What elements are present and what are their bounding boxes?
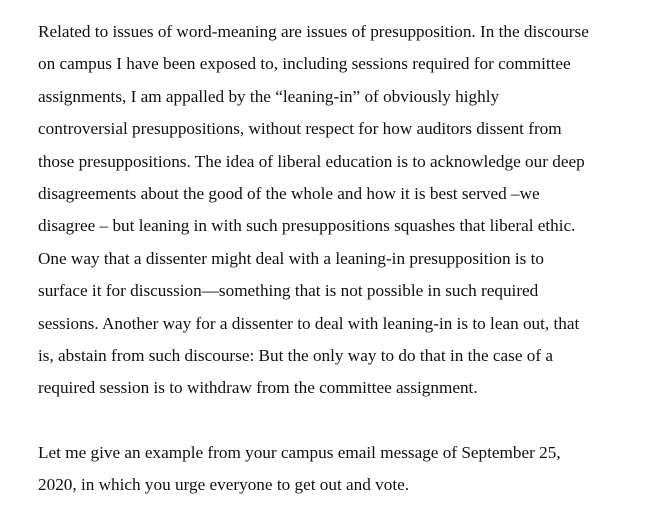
paragraph-example <box>38 437 658 502</box>
text-line: disagreements about the good of the whole and how it is best served –we <box>38 183 540 203</box>
paragraph-spacer <box>38 405 658 437</box>
text-line: on campus I have been exposed to, including sessions required for committee <box>38 54 571 74</box>
text-line: required session is to withdraw from the committee assignment. <box>38 378 478 398</box>
document-page <box>38 16 658 502</box>
text-line: assignments, I am appalled by the “leaning-in” of obviously highly <box>38 86 500 106</box>
text-line: those presuppositions. The idea of liberal education is to acknowledge our deep <box>38 151 585 171</box>
text-line: controversial presuppositions, without respect for how auditors dissent from <box>38 119 562 139</box>
text-line: is, abstain from such discourse: But the only way to do that in the case of a <box>38 345 554 365</box>
text-line: 2020, in which you urge everyone to get out and vote. <box>38 475 410 495</box>
text-line: sessions. Another way for a dissenter to deal with leaning-in is to lean out, that <box>38 313 580 333</box>
text-line: surface it for discussion—something that is not possible in such required <box>38 281 539 301</box>
text-line: Related to issues of word-meaning are issues of presupposition. In the discourse <box>38 22 589 41</box>
paragraph-presupposition <box>38 16 658 405</box>
text-line: One way that a dissenter might deal with a leaning-in presupposition is to <box>38 248 544 268</box>
text-line: Let me give an example from your campus email message of September 25, <box>38 443 561 463</box>
text-line: disagree – but leaning in with such presuppositions squashes that liberal ethic. <box>38 216 576 236</box>
